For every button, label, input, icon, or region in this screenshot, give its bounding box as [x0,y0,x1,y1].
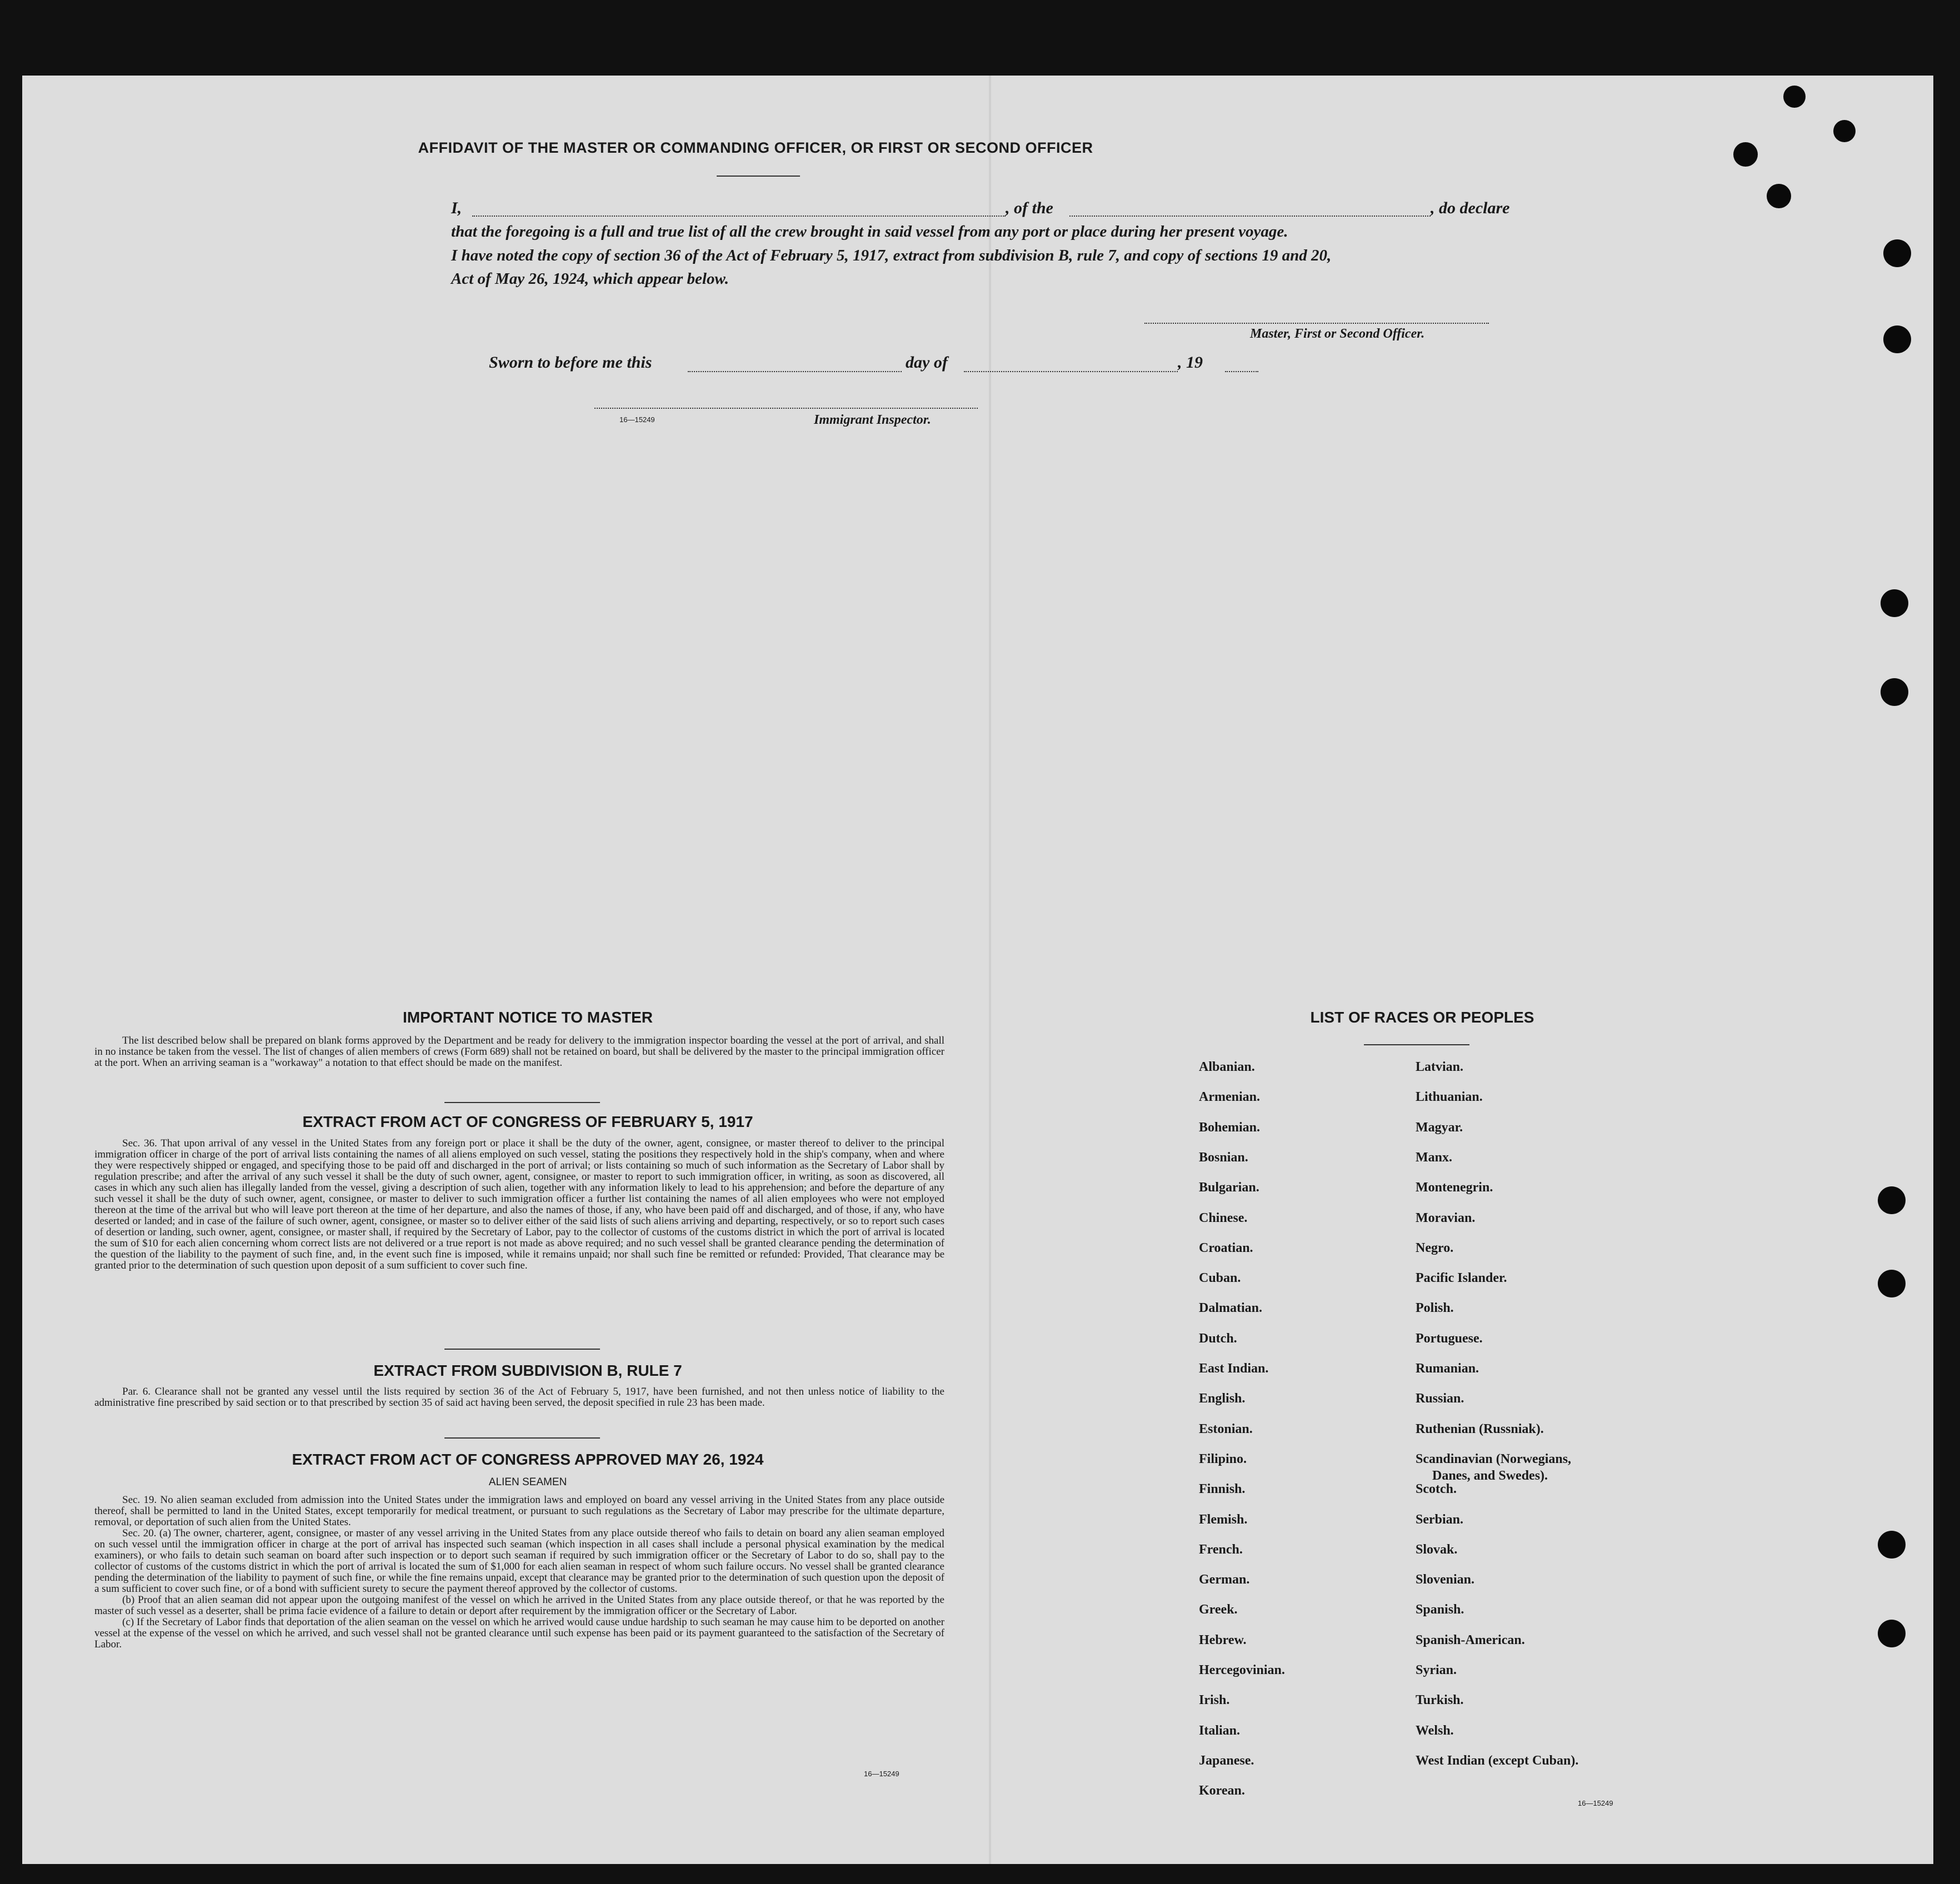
divider [444,1349,600,1350]
name-field[interactable] [472,216,1006,217]
binder-hole [1767,184,1791,208]
binder-hole [1883,239,1911,267]
race-item: French. [1199,1542,1243,1557]
race-item: Slovak. [1416,1542,1458,1557]
binder-hole [1733,142,1758,167]
inspector-signature-line[interactable] [594,408,978,409]
sec20b-paragraph: (b) Proof that an alien seaman did not appear upon the outgoing manifest of the vessel on which he arrived in the United States from any place outside thereof, or that he was reported by the master of such vessel as a deserter, shall be prima facie evidence of a failure to detain or deport after requirement by the immigration officer or the Secretary of Labor. [94,1594,944,1617]
race-item: Polish. [1416,1301,1454,1316]
alien-seamen-subtitle: ALIEN SEAMEN [488,1476,567,1488]
race-item: English. [1199,1391,1246,1406]
race-item: Japanese. [1199,1753,1254,1768]
affidavit-title: AFFIDAVIT OF THE MASTER OR COMMANDING OFFICER, OR FIRST OR SECOND OFFICER [418,139,1093,156]
race-item: Turkish. [1416,1693,1464,1708]
race-item: Spanish. [1416,1602,1464,1617]
binder-hole [1878,1620,1906,1647]
form-number: 16—15249 [619,415,655,424]
race-item: Latvian. [1416,1060,1464,1074]
rule7-title: EXTRACT FROM SUBDIVISION B, RULE 7 [373,1362,682,1379]
master-signature-line[interactable] [1144,323,1489,324]
sworn-day-field[interactable] [688,371,902,372]
sworn-label: Sworn to before me this [489,353,652,372]
divider [444,1102,600,1103]
race-item: Moravian. [1416,1210,1476,1225]
race-item: Albanian. [1199,1060,1255,1074]
race-item: Scotch. [1416,1482,1457,1497]
divider [444,1437,600,1439]
sec20c-paragraph: (c) If the Secretary of Labor finds that deportation of the alien seaman on the vessel on which he arrived would cause undue hardship to such seaman he may cause him to be deported on another vessel at the expense of the vessel on which he arrived, and such vessel shall not be granted clearance until such expense has been paid or its payment guaranteed to the satisfaction of the Secretary of Labor. [94,1616,944,1650]
binder-hole [1878,1270,1906,1297]
year-field[interactable] [1225,371,1258,372]
race-item: Dalmatian. [1199,1301,1262,1316]
race-item: Danes, and Swedes). [1432,1468,1548,1483]
race-item: Filipino. [1199,1451,1247,1466]
sec20a-paragraph: Sec. 20. (a) The owner, charterer, agent, consignee, or master of any vessel arriving in the United States from any place outside thereof who fails to detain on board any alien seaman employed on such vessel until the immigration officer in charge at the port of arrival has inspected such seaman (which inspection in all cases shall include a personal physical examination by the medical examiners), or who fails to detain such seaman on board after such inspection or to deport such seaman if required by such immigration officer or the Secretary of Labor to do so, shall pay to the collector of customs of the customs district in which the port of arrival is located the sum of $1,000 for each alien seaman in respect of whom such failure occurs. No vessel shall be granted clearance pending the determination of the liability to payment of such fine, or while the fine remains unpaid, except that clearance may be granted prior to the determination of such question upon the deposit of a sum sufficient to cover such fine, or of a bond with sufficient surety to secure the payment thereof approved by the collector of customs. [94,1527,944,1595]
race-item: Hercegovinian. [1199,1663,1285,1677]
race-item: Estonian. [1199,1421,1253,1436]
race-item: Serbian. [1416,1512,1464,1527]
race-item: Magyar. [1416,1120,1463,1135]
races-underline [1364,1044,1469,1045]
race-item: Irish. [1199,1693,1230,1708]
race-item: Korean. [1199,1783,1245,1798]
race-item: Chinese. [1199,1210,1248,1225]
race-item: Welsh. [1416,1723,1454,1738]
document-sheet [22,76,1933,1864]
race-item: Montenegrin. [1416,1180,1493,1195]
rule7-paragraph: Par. 6. Clearance shall not be granted any vessel until the lists required by section 36 of the Act of February 5, 1917, have been furnished, and not then unless notice of liability to the administrative fine prescribed by said section or to that prescribed by section 35 of said act having been served, the deposit specified in rule 23 has been made. [94,1386,944,1409]
race-item: German. [1199,1572,1250,1587]
inspector-label: Immigrant Inspector. [814,413,931,427]
race-item: Syrian. [1416,1663,1457,1677]
race-item: Bosnian. [1199,1150,1248,1165]
extract-1924-title: EXTRACT FROM ACT OF CONGRESS APPROVED MAY 26, 1924 [292,1451,764,1468]
day-of-label: day of [906,353,948,372]
binder-hole [1881,589,1908,617]
race-item: Bulgarian. [1199,1180,1259,1195]
title-underline [717,176,800,177]
race-item: Flemish. [1199,1512,1248,1527]
affidavit-line4: Act of May 26, 1924, which appear below. [451,270,729,288]
binder-hole [1883,325,1911,353]
race-item: Croatian. [1199,1240,1253,1255]
rule7-text [94,1386,944,1409]
race-item: Hebrew. [1199,1632,1247,1647]
year-label: , 19 [1178,353,1203,372]
race-item: Armenian. [1199,1090,1260,1105]
affidavit-declare: , do declare [1431,199,1510,217]
race-item: Manx. [1416,1150,1452,1165]
affidavit-line3: I have noted the copy of section 36 of the Act of February 5, 1917, extract from subdivision B, rule 7, and copy of sections 19 and 20, [451,247,1332,264]
race-item: Dutch. [1199,1331,1237,1346]
affidavit-of-the: , of the [1006,199,1053,217]
race-item: Rumanian. [1416,1361,1479,1376]
race-item: West Indian (except Cuban). [1416,1753,1579,1768]
race-item: Italian. [1199,1723,1241,1738]
race-item: Lithuanian. [1416,1090,1483,1105]
binder-hole [1783,86,1806,108]
race-item: Finnish. [1199,1482,1246,1497]
notice-text [94,1035,944,1069]
race-item: Scandinavian (Norwegians, [1416,1451,1572,1466]
affidavit-line2: that the foregoing is a full and true list of all the crew brought in said vessel from any port or place during her present voyage. [451,223,1288,240]
races-title: LIST OF RACES OR PEOPLES [1310,1009,1534,1026]
affidavit-i: I, [451,199,462,217]
race-item: Slovenian. [1416,1572,1475,1587]
race-item: East Indian. [1199,1361,1269,1376]
form-number: 16—15249 [864,1770,899,1778]
binder-hole [1878,1186,1906,1214]
vessel-field[interactable] [1069,216,1431,217]
sec19-paragraph: Sec. 19. No alien seaman excluded from admission into the United States under the immigration laws and employed on board any vessel arriving in the United States from any place outside thereof, shall be permitted to land in the United States, except temporarily for medical treatment, or pursuant to such regulations as the Secretary of Labor may prescribe for the ultimate departure, removal, or deportation of such alien from the United States. [94,1494,944,1528]
race-item: Negro. [1416,1240,1454,1255]
race-item: Portuguese. [1416,1331,1483,1346]
race-item: Greek. [1199,1602,1238,1617]
race-item: Ruthenian (Russniak). [1416,1421,1544,1436]
race-item: Bohemian. [1199,1120,1261,1135]
binder-hole [1878,1531,1906,1559]
extract-1917-text [94,1138,944,1271]
race-item: Cuban. [1199,1271,1241,1286]
extract-1924-text [94,1495,944,1650]
notice-paragraph: The list described below shall be prepared on blank forms approved by the Department and be ready for delivery to the immigration inspector boarding the vessel at the port of arrival, and shall in no instance be taken from the vessel. The list of changes of alien members of crews (Form 689) shall not be retained on board, but shall be delivered by the master to the principal immigration officer at the port. When an arriving seaman is a "workaway" a notation to that effect should be made on the manifest. [94,1035,944,1069]
fold-line [989,76,991,1864]
race-item: Pacific Islander. [1416,1271,1507,1286]
extract-1917-paragraph: Sec. 36. That upon arrival of any vessel in the United States from any foreign port or place it shall be the duty of the owner, agent, consignee, or master thereof to deliver to the principal immigration officer in charge of the port of arrival lists containing the names of all aliens employed on such vessel, stating the positions they respectively hold in the ship's company, when and where they were respectively shipped or engaged, and specifying those to be paid off and discharged in the port of arrival; or lists containing so much of such information as the Secretary of Labor shall by regulation prescribe; and after the arrival of any such vessel it shall be the duty of such owner, agent, consignee, or master to report to such immigration officer, in writing, as soon as discovered, all cases in which any such alien has illegally landed from the vessel, giving a description of such alien, together with any information likely to lead to his apprehension; and before the departure of any such vessel it shall be the duty of such owner, agent, consignee, or master to deliver to such immigration officer a further list containing the names of all alien employees who were not employed thereon at the time of the arrival but who will leave port thereon at the time of her departure, and also the names of those, if any, who have been paid off and discharged, and of those, if any, who have deserted or landed; and in case of the failure of such owner, agent, consignee, or master so to deliver either of the said lists of such aliens arriving and departing, respectively, or so to report such cases of desertion or landing, such owner, agent, consignee, or master shall, if required by the Secretary of Labor, pay to the collector of customs of the customs district in which the port of arrival is located the sum of $10 for each alien concerning whom correct lists are not delivered or a true report is not made as above required; and no such vessel shall be granted clearance pending the determination of the question of the liability to the payment of such fine, and, in the event such fine is imposed, while it remains unpaid; nor shall such fine be remitted or refunded: Provided, That clearance may be granted prior to the determination of such question upon deposit of a sum sufficient to cover such fine. [94,1138,944,1271]
sworn-month-field[interactable] [964,371,1178,372]
extract-1917-title: EXTRACT FROM ACT OF CONGRESS OF FEBRUARY 5, 1917 [302,1113,753,1130]
binder-hole [1833,120,1856,142]
master-signature-label: Master, First or Second Officer. [1250,327,1425,341]
race-item: Spanish-American. [1416,1632,1525,1647]
race-item: Russian. [1416,1391,1464,1406]
notice-title: IMPORTANT NOTICE TO MASTER [402,1009,653,1026]
binder-hole [1881,678,1908,706]
form-number: 16—15249 [1578,1799,1613,1807]
